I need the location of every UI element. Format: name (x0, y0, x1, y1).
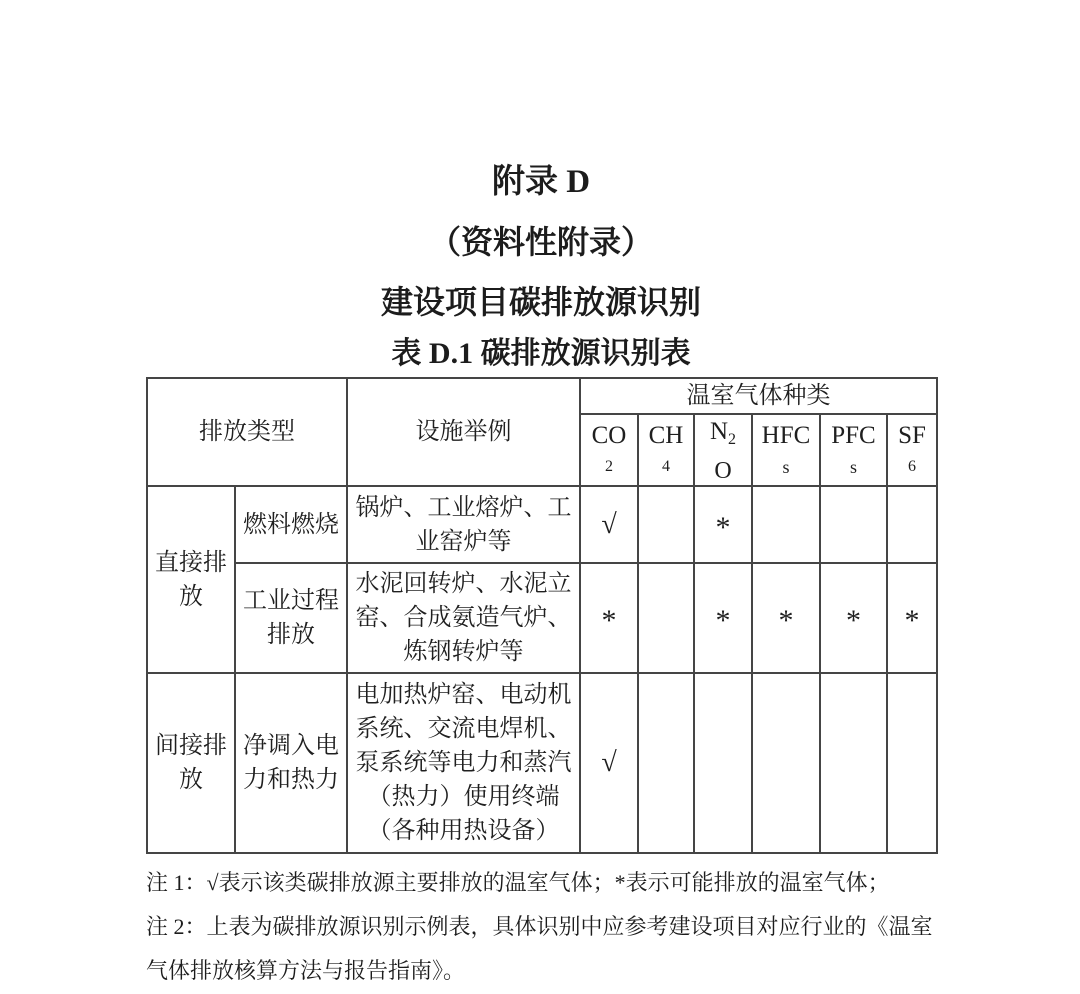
section-title: 建设项目碳排放源识别 (380, 284, 701, 320)
gas-formula-tail: s (782, 457, 790, 477)
gas-mark-cell (820, 563, 887, 673)
gas-formula-main: SF (898, 422, 926, 449)
gas-mark-cell (887, 563, 937, 673)
table-row (147, 673, 937, 853)
gas-mark-cell (638, 563, 694, 673)
gas-header-co2 (580, 414, 638, 486)
carbon-emission-source-table (146, 377, 938, 854)
gas-mark-cell (580, 486, 638, 563)
facility-examples-header-cell: 设施举例 (347, 378, 580, 486)
gas-formula-main: HFC (761, 422, 811, 449)
table-row (147, 563, 937, 673)
gas-mark-cell (694, 486, 752, 563)
gas-mark-cell (887, 673, 937, 853)
table-row (147, 486, 937, 563)
gas-formula-main: CO (591, 422, 627, 449)
table-caption: 表 D.1 碳排放源识别表 (391, 337, 691, 370)
gas-mark-cell (694, 563, 752, 673)
facility-examples-cell: 电加热炉窑、电动机系统、交流电焊机、泵系统等电力和蒸汽（热力）使用终端（各种用热设备） (347, 673, 580, 853)
gas-mark-cell (820, 673, 887, 853)
gas-header-hfcs (752, 414, 820, 486)
emission-subtype-cell: 燃料燃烧 (235, 486, 347, 563)
gas-header-sf6 (887, 414, 937, 486)
gas-formula-subscript: 2 (728, 431, 737, 448)
emission-subtype-cell: 工业过程排放 (235, 563, 347, 673)
gas-formula-main: PFC (831, 422, 876, 449)
mark-symbol: √ (601, 747, 617, 778)
mark-symbol: * (715, 604, 731, 637)
mark-symbol: * (778, 604, 794, 637)
gas-mark-cell (752, 673, 820, 853)
gas-header-ch4 (638, 414, 694, 486)
gas-formula-tail: O (714, 458, 732, 484)
gas-formula-subscript: 6 (908, 458, 917, 475)
gas-mark-cell (887, 486, 937, 563)
note-1: 注 1：√表示该类碳排放源主要排放的温室气体；*表示可能排放的温室气体； (146, 870, 890, 895)
mark-symbol: * (601, 604, 617, 637)
emission-category-cell: 直接排放 (147, 486, 235, 673)
emission-type-header-cell: 排放类型 (147, 378, 347, 486)
mark-symbol: * (904, 604, 920, 637)
gas-mark-cell (694, 673, 752, 853)
gas-formula-tail: s (849, 457, 857, 477)
appendix-subtitle: （资料性附录） (428, 224, 653, 260)
table-notes (146, 861, 936, 993)
mark-symbol: * (846, 604, 861, 637)
facility-examples-cell: 锅炉、工业熔炉、工业窑炉等 (347, 486, 580, 563)
gas-mark-cell (752, 486, 820, 563)
ghg-types-group-header-cell: 温室气体种类 (580, 378, 937, 414)
gas-mark-cell (638, 486, 694, 563)
mark-symbol: √ (601, 508, 617, 540)
gas-formula-subscript: 2 (605, 458, 613, 475)
mark-symbol: * (715, 510, 731, 544)
emission-category-cell: 间接排放 (147, 673, 235, 853)
facility-examples-cell: 水泥回转炉、水泥立窑、合成氨造气炉、炼钢转炉等 (347, 563, 580, 673)
gas-formula-main: $N_2$ (709, 418, 737, 448)
gas-header-n2o (694, 414, 752, 486)
gas-formula-main: CH (648, 422, 684, 449)
gas-mark-cell (580, 673, 638, 853)
appendix-title: 附录 D (491, 164, 591, 200)
document-page (146, 0, 936, 993)
gas-mark-cell (580, 563, 638, 673)
gas-header-pfcs (820, 414, 887, 486)
gas-mark-cell (638, 673, 694, 853)
gas-formula-subscript: 4 (662, 458, 670, 475)
note-2: 注 2：上表为碳排放源识别示例表，具体识别中应参考建设项目对应行业的《温室气体排放核算方法与报告指南》。 (146, 914, 933, 983)
emission-subtype-cell: 净调入电力和热力 (235, 673, 347, 853)
gas-mark-cell (820, 486, 887, 563)
gas-mark-cell (752, 563, 820, 673)
